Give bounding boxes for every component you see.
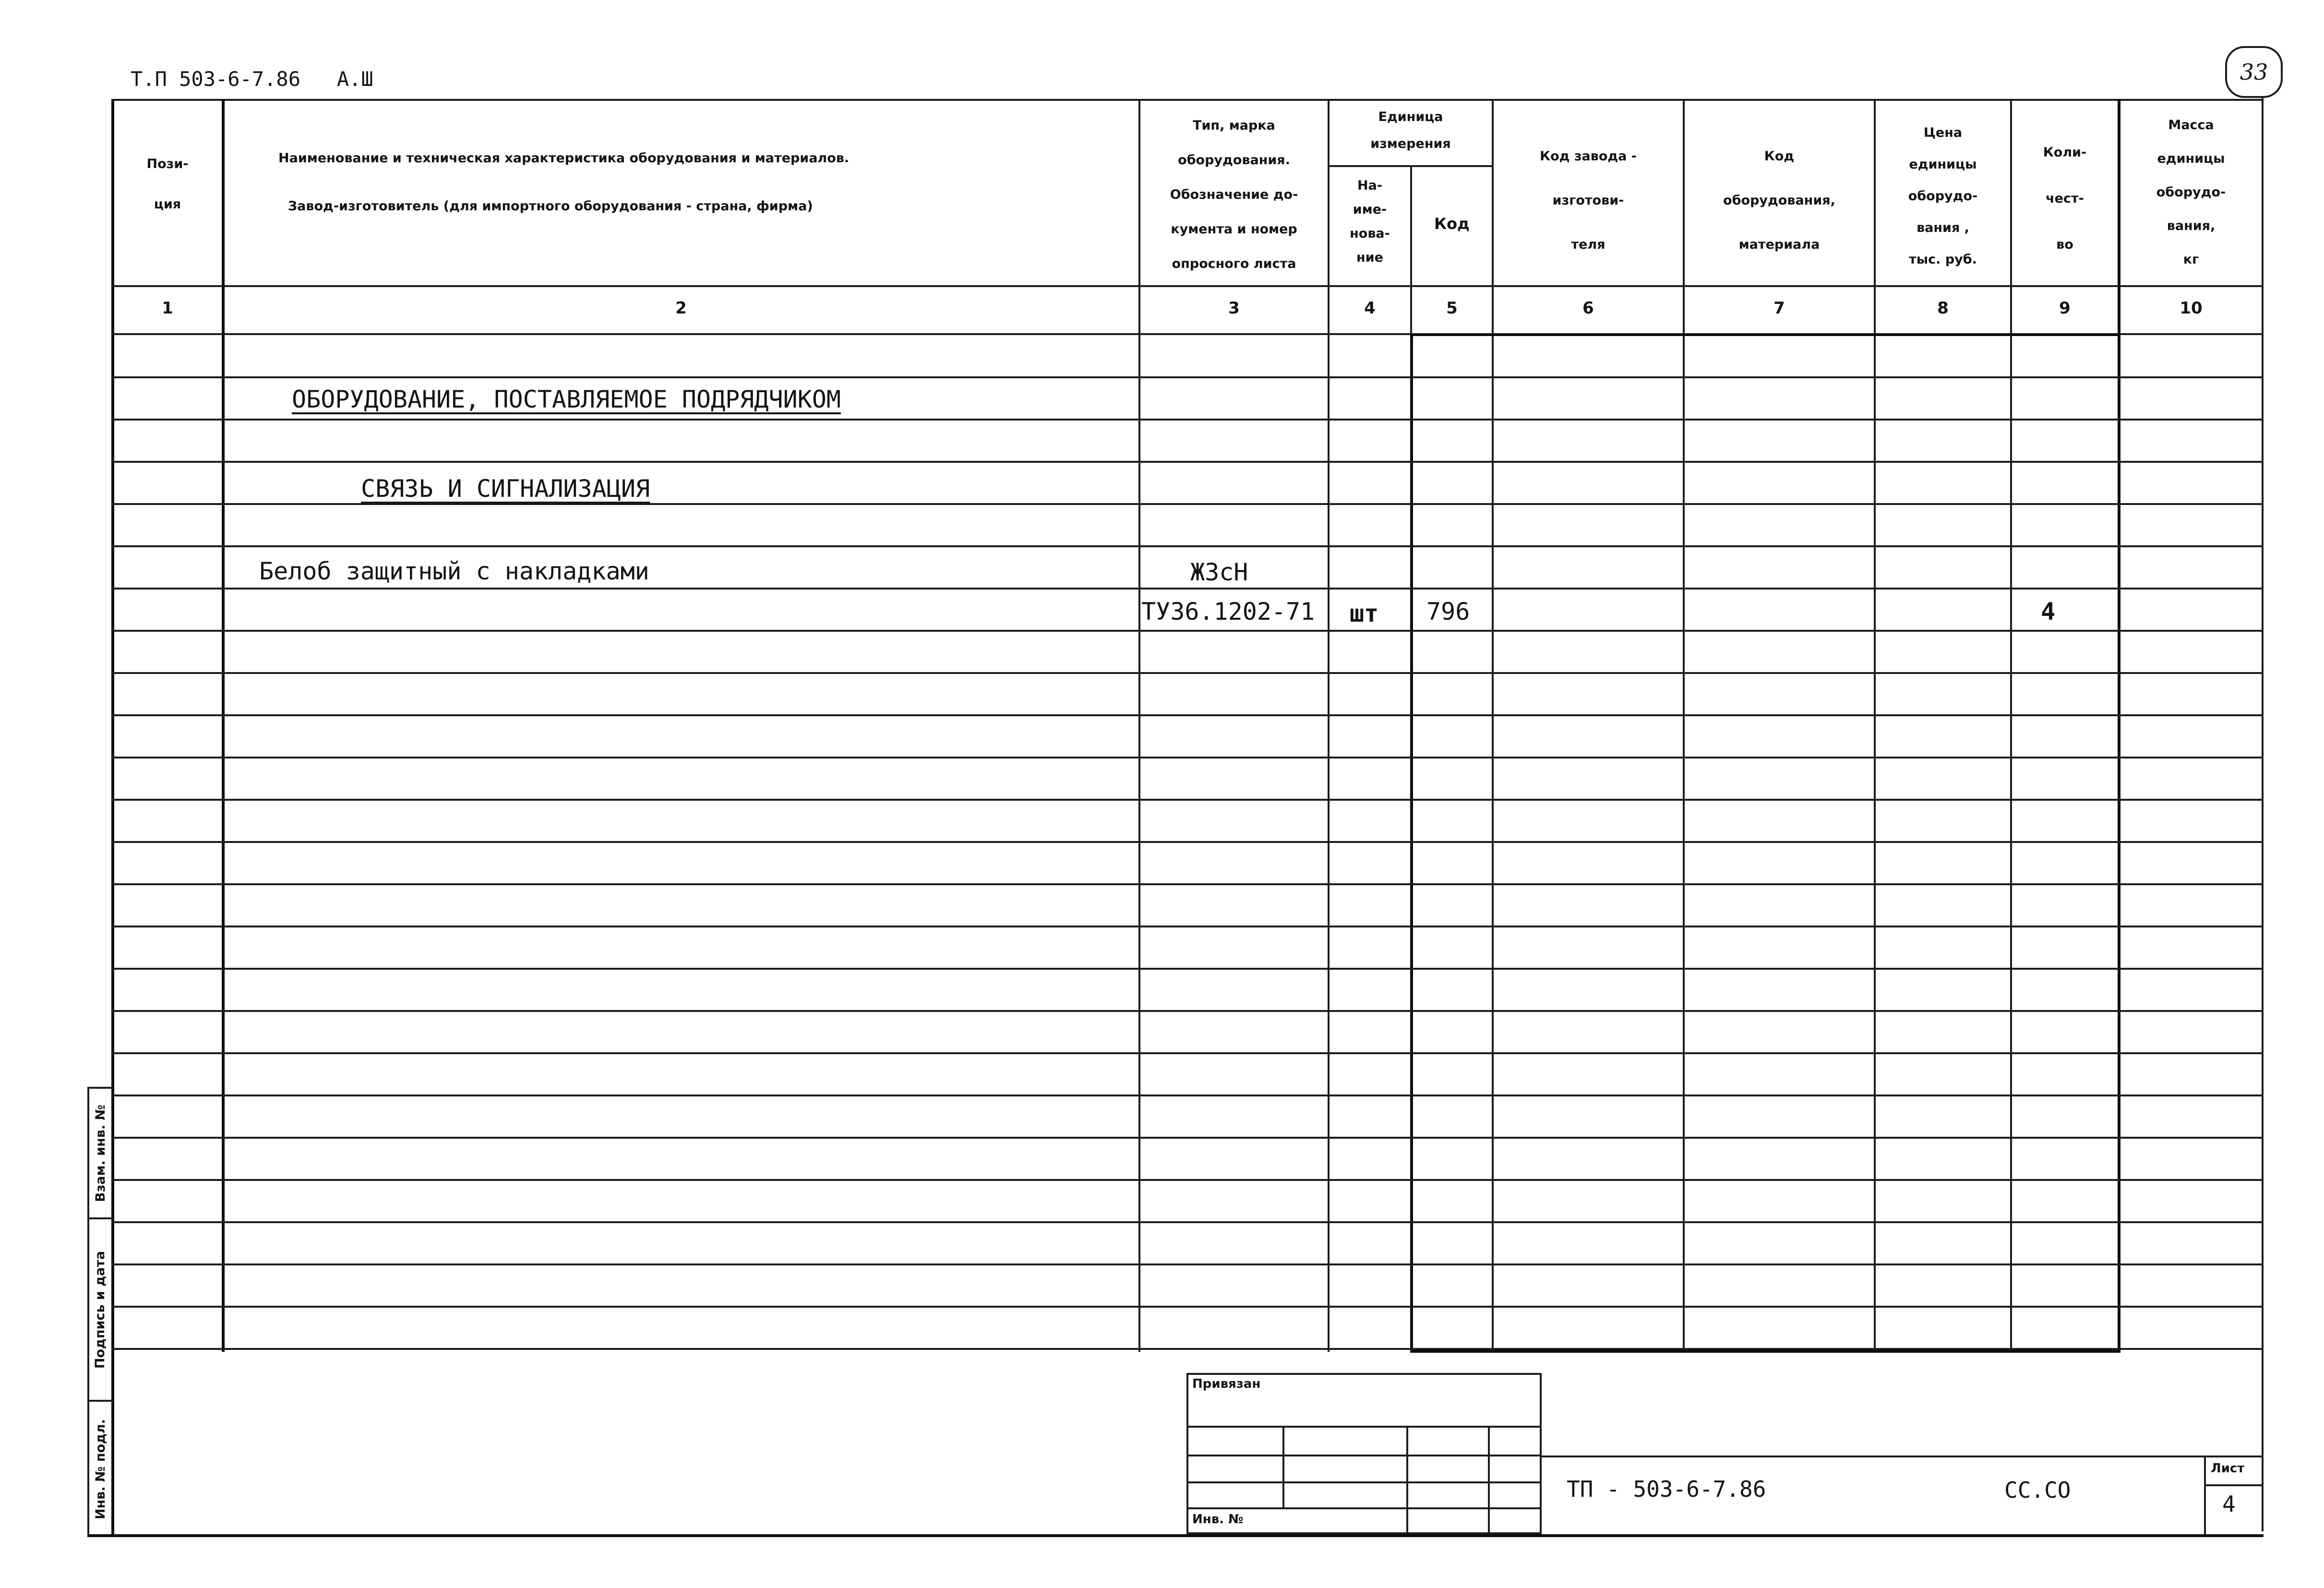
item-type: ЖЗсН — [1190, 558, 1248, 586]
header-unit-name: На- име- нова- ние — [1350, 178, 1390, 265]
header-type-doc: Тип, марка оборудования. Обозначение до- кумента и номер опросного листа — [1170, 118, 1298, 271]
row-line — [111, 799, 2264, 801]
item-quantity: 4 — [2041, 598, 2056, 626]
table-border-right — [2262, 96, 2264, 1531]
row-line — [111, 461, 2264, 463]
header-name-line1: Наименование и техническая характеристика оборудования и материалов. — [278, 151, 850, 166]
col-divider-2 — [1138, 99, 1140, 1352]
title-block-mid-line — [1542, 1456, 2264, 1457]
header-unit-group: Единица измерения — [1370, 109, 1451, 151]
col-number-1: 1 — [162, 299, 173, 318]
attached-col-line — [1282, 1426, 1284, 1507]
row-line — [111, 1179, 2264, 1181]
row-line — [111, 1221, 2264, 1223]
col-number-9: 9 — [2059, 299, 2071, 318]
inv-label: Инв. № — [1192, 1512, 1244, 1527]
col-number-7: 7 — [1773, 299, 1785, 318]
row-line — [111, 545, 2264, 547]
doc-code: ТП - 503-6-7.86 — [1567, 1476, 1766, 1502]
row-line — [111, 926, 2264, 927]
stamp-sign-date — [88, 1219, 112, 1400]
section-title: ОБОРУДОВАНИЕ, ПОСТАВЛЯЕМОЕ ПОДРЯДЧИКОМ — [292, 385, 841, 413]
item-unit-code: 796 — [1426, 598, 1470, 626]
row-line — [111, 1052, 2264, 1054]
row-line — [111, 630, 2264, 632]
col-divider-9 — [2118, 99, 2120, 1352]
row-line — [111, 883, 2264, 885]
header-bottom-line — [111, 285, 2264, 287]
subsection-title: СВЯЗЬ И СИГНАЛИЗАЦИЯ — [361, 475, 650, 503]
stamp-sign-date-label: Подпись и дата — [93, 1251, 108, 1369]
attached-col-line — [1488, 1426, 1490, 1534]
col-number-8: 8 — [1937, 299, 1949, 318]
col-divider-8 — [2010, 99, 2012, 1352]
row-line — [111, 503, 2264, 505]
row-line — [111, 841, 2264, 843]
col-divider-4b — [1410, 336, 1413, 1352]
header-unit-mass: Масса единицы оборудо- вания, кг — [2156, 118, 2226, 267]
col-number-10: 10 — [2180, 299, 2203, 318]
row-line — [111, 1095, 2264, 1096]
row-line — [111, 1263, 2264, 1265]
header-equipment-code: Код оборудования, материала — [1723, 149, 1835, 252]
stamp-inv-orig — [88, 1402, 112, 1536]
top-reference: Т.П 503-6-7.86 А.Ш — [131, 67, 373, 91]
sheet-label: Лист — [2211, 1461, 2245, 1476]
col-number-6: 6 — [1582, 299, 1594, 318]
item-name: Белоб защитный с накладками — [259, 557, 649, 585]
header-name-line2: Завод-изготовитель (для импортного оборудования - страна, фирма) — [288, 199, 813, 214]
stamp-inv-replace — [88, 1089, 112, 1217]
item-document: ТУ36.1202-71 — [1141, 598, 1315, 626]
title-block-bottom — [87, 1534, 2264, 1537]
doc-mark: СС.СО — [2004, 1477, 2071, 1503]
page-mark — [2225, 46, 2283, 98]
col-number-5: 5 — [1446, 299, 1458, 318]
row-line — [111, 1010, 2264, 1012]
sheet-box-divider — [2204, 1484, 2264, 1486]
item-unit-name: шт — [1350, 600, 1379, 627]
header-factory-code: Код завода - изготови- теля — [1540, 149, 1637, 252]
col-divider-3 — [1328, 99, 1330, 1352]
row-line — [111, 968, 2264, 970]
header-position: Пози- ция — [146, 156, 189, 212]
row-line — [111, 1306, 2264, 1308]
body-frame-top — [1410, 334, 2120, 336]
sheet-number: 4 — [2222, 1491, 2236, 1517]
header-unit-code: Код — [1434, 215, 1470, 233]
sheet-box-left — [2204, 1456, 2206, 1535]
row-line — [111, 376, 2264, 378]
table-body-bottom — [111, 1348, 2264, 1350]
col-divider-1 — [222, 99, 225, 1352]
row-line — [111, 672, 2264, 674]
row-line — [111, 419, 2264, 421]
attached-label: Привязан — [1192, 1377, 1261, 1391]
col-divider-6 — [1683, 99, 1685, 1352]
col-number-3: 3 — [1228, 299, 1240, 318]
stamp-inv-replace-label: Взам. инв. № — [93, 1104, 108, 1202]
row-line — [111, 714, 2264, 716]
stamp-inv-orig-label: Инв. № подл. — [93, 1419, 108, 1519]
row-line — [111, 757, 2264, 758]
page-mark-number: 33 — [2240, 59, 2268, 85]
col-divider-7 — [1874, 99, 1876, 1352]
body-frame-bottom — [1410, 1350, 2120, 1353]
col-divider-5 — [1492, 99, 1494, 1352]
row-line — [111, 1137, 2264, 1139]
header-quantity: Коли- чест- во — [2043, 145, 2087, 252]
header-unit-price: Цена единицы оборудо- вания , тыс. руб. — [1908, 125, 1978, 267]
col-number-2: 2 — [675, 299, 687, 318]
col-number-4: 4 — [1364, 299, 1376, 318]
attached-col-line — [1406, 1426, 1408, 1534]
row-line — [111, 588, 2264, 589]
table-top-line — [111, 99, 2264, 101]
